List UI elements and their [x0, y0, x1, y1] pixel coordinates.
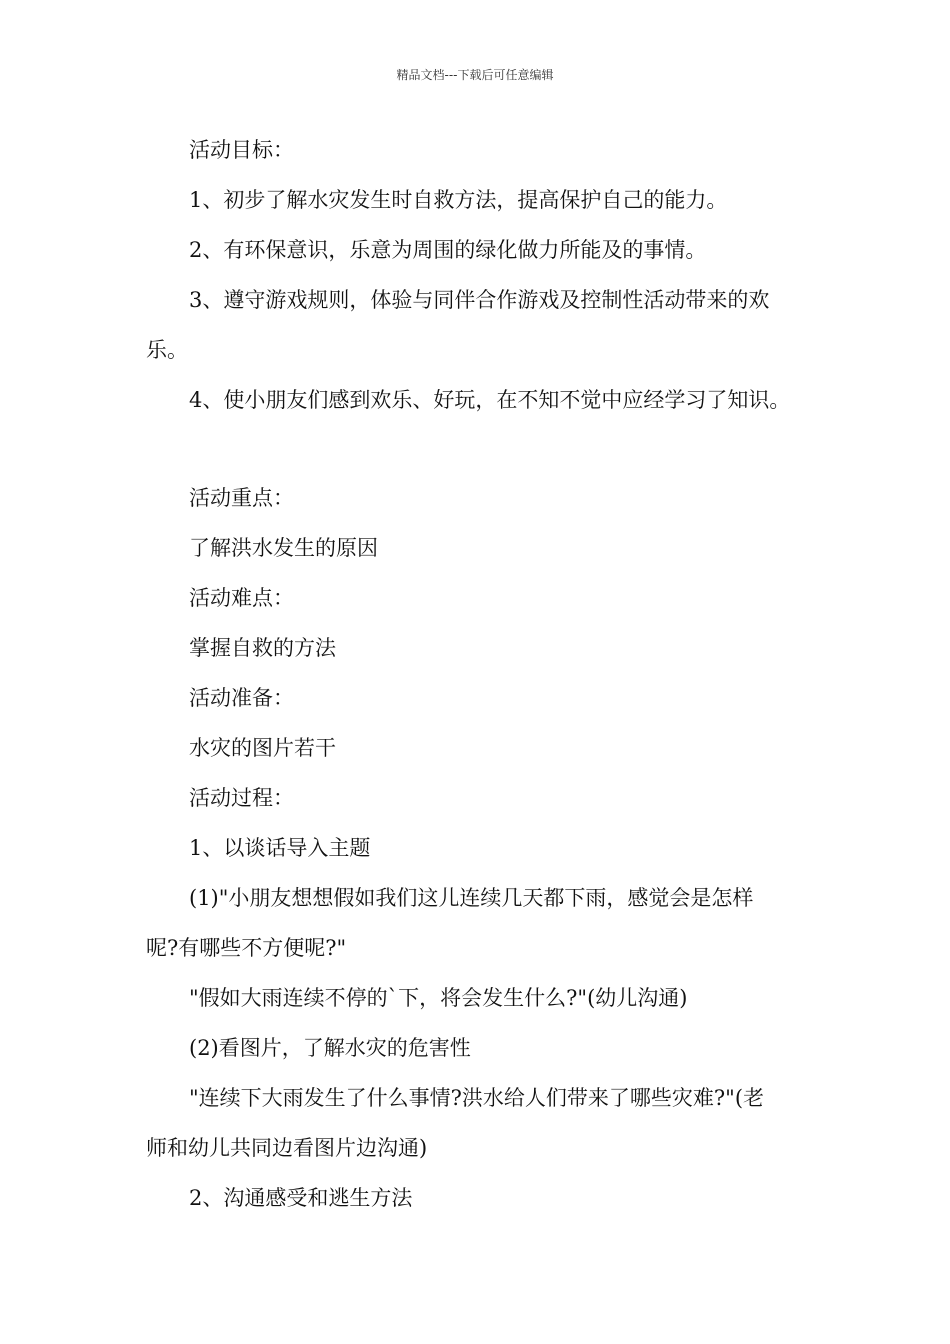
process-step-1-question: "假如大雨连续不停的`下，将会发生什么?"(幼儿沟通) [189, 986, 688, 1010]
heading-difficulties: 活动难点： [189, 586, 294, 610]
process-step-1-sub-1: (1)"小朋友想想假如我们这儿连续几天都下雨，感觉会是怎样 [189, 886, 754, 910]
process-step-1-sub-1-continued: 呢?有哪些不方便呢?" [146, 936, 347, 960]
preparation-text: 水灾的图片若干 [189, 736, 336, 760]
goal-item-3-continued: 乐。 [146, 338, 188, 362]
key-points-text: 了解洪水发生的原因 [189, 536, 378, 560]
process-step-2: 2、沟通感受和逃生方法 [189, 1186, 413, 1210]
heading-activity-goals: 活动目标： [189, 138, 294, 162]
process-step-1: 1、以谈话导入主题 [189, 836, 371, 860]
goal-item-3: 3、遵守游戏规则，体验与同伴合作游戏及控制性活动带来的欢 [189, 288, 770, 312]
process-step-1-sub-2-question-continued: 师和幼儿共同边看图片边沟通) [146, 1136, 428, 1160]
process-step-1-sub-2: (2)看图片，了解水灾的危害性 [189, 1036, 471, 1060]
heading-preparation: 活动准备： [189, 686, 294, 710]
goal-item-2: 2、有环保意识，乐意为周围的绿化做力所能及的事情。 [189, 238, 707, 262]
goal-item-4: 4、使小朋友们感到欢乐、好玩，在不知不觉中应经学习了知识。 [189, 388, 791, 412]
process-step-1-sub-2-question: "连续下大雨发生了什么事情?洪水给人们带来了哪些灾难?"(老 [189, 1086, 765, 1110]
difficulties-text: 掌握自救的方法 [189, 636, 336, 660]
heading-process: 活动过程： [189, 786, 294, 810]
page-header: 精品文档---下载后可任意编辑 [396, 68, 554, 82]
goal-item-1: 1、初步了解水灾发生时自救方法，提高保护自己的能力。 [189, 188, 728, 212]
heading-key-points: 活动重点： [189, 486, 294, 510]
